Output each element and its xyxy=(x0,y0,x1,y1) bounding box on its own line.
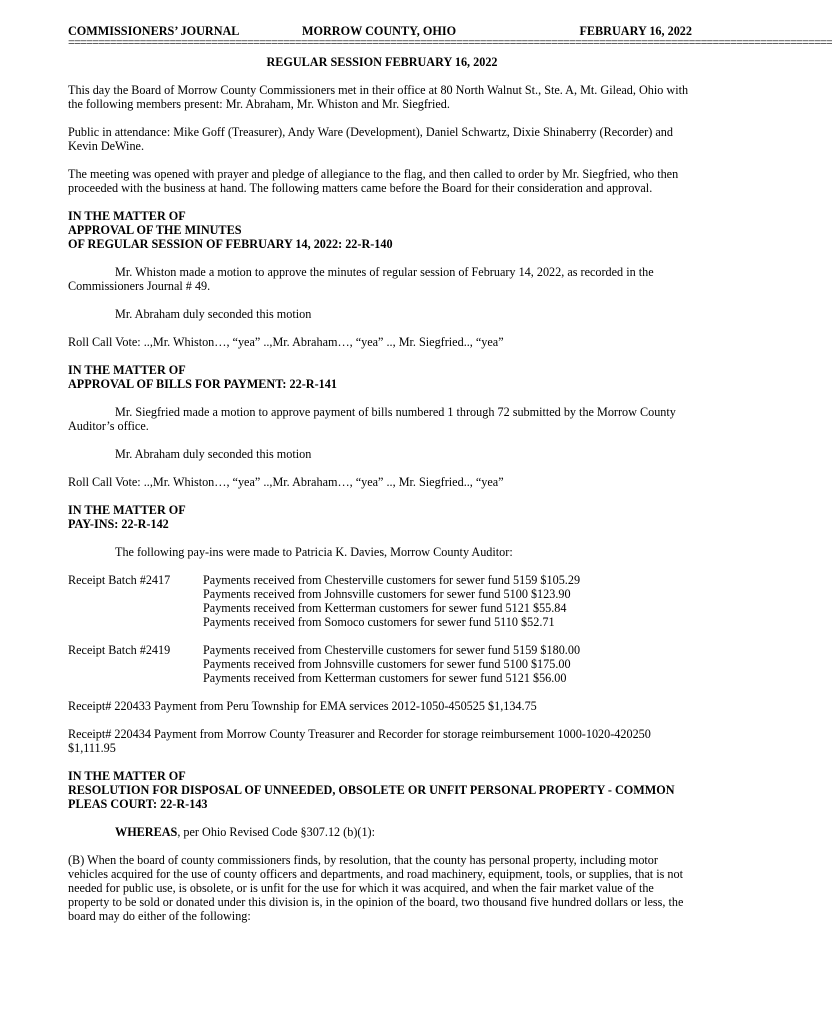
batch-line: Payments received from Chesterville customers for sewer fund 5159 $180.00 xyxy=(203,643,581,657)
whereas-clause: WHEREAS, per Ohio Revised Code §307.12 (b)(1): xyxy=(115,825,375,839)
session-title: REGULAR SESSION FEBRUARY 16, 2022 xyxy=(266,55,498,69)
intro-opening: The meeting was opened with prayer and pledge of allegiance to the flag, and then called to order by Mr. Siegfried, who then proceeded with the business at hand. The following matters came before the Board for their consideration and approval. xyxy=(68,167,679,195)
county-name: MORROW COUNTY, OHIO xyxy=(302,24,457,38)
intro-attendance: Public in attendance: Mike Goff (Treasurer), Andy Ware (Development), Daniel Schwartz, Dixie Shinaberry (Recorder) and Kevin DeWine. xyxy=(68,125,673,153)
batch-line: Payments received from Ketterman customers for sewer fund 5121 $56.00 xyxy=(203,671,567,685)
bills-motion: Mr. Siegfried made a motion to approve payment of bills numbered 1 through 72 submitted by the Morrow County Auditor’s office. xyxy=(68,405,676,433)
payins-intro: The following pay-ins were made to Patricia K. Davies, Morrow County Auditor: xyxy=(115,545,513,559)
journal-name: COMMISSIONERS’ JOURNAL xyxy=(68,24,240,38)
bills-vote: Roll Call Vote: ..,Mr. Whiston…, “yea” ..,Mr. Abraham…, “yea” .., Mr. Siegfried.., “yea” xyxy=(68,475,504,489)
header-rule: ================================================================================================================================ xyxy=(68,35,832,49)
matter-heading-disposal: IN THE MATTER OF RESOLUTION FOR DISPOSAL OF UNNEEDED, OBSOLETE OR UNFIT PERSONAL PROPERTY - COMMON PLEAS COURT: 22-R-143 xyxy=(68,769,675,811)
receipt-batch: Receipt Batch #2419 Payments received from Chesterville customers for sewer fund 5159 $180.00 Payments received from Johnsville customers for sewer fund 5100 $175.00 Payments received from Ketterman customers for sewer fund 5121 $56.00 xyxy=(68,643,696,685)
batch-line: Payments received from Chesterville customers for sewer fund 5159 $105.29 xyxy=(203,573,581,587)
minutes-second: Mr. Abraham duly seconded this motion xyxy=(115,307,312,321)
matter-heading-payins: IN THE MATTER OF PAY-INS: 22-R-142 xyxy=(68,503,186,531)
receipt-entry: Receipt# 220434 Payment from Morrow County Treasurer and Recorder for storage reimbursement 1000-1020-420250 $1,111.95 xyxy=(68,727,651,755)
matter-heading-bills: IN THE MATTER OF APPROVAL OF BILLS FOR PAYMENT: 22-R-141 xyxy=(68,363,337,391)
batch-line: Payments received from Johnsville customers for sewer fund 5100 $175.00 xyxy=(203,657,571,671)
intro-members: This day the Board of Morrow County Commissioners met in their office at 80 North Walnut St., Ste. A, Mt. Gilead, Ohio with the following members present: Mr. Abraham, Mr. Whiston and Mr. Siegfried. xyxy=(68,83,689,111)
matter-heading-minutes: IN THE MATTER OF APPROVAL OF THE MINUTES OF REGULAR SESSION OF FEBRUARY 14, 2022: 22-R-140 xyxy=(68,209,393,251)
minutes-vote: Roll Call Vote: ..,Mr. Whiston…, “yea” ..,Mr. Abraham…, “yea” .., Mr. Siegfried.., “yea” xyxy=(68,335,504,349)
batch-line: Payments received from Ketterman customers for sewer fund 5121 $55.84 xyxy=(203,601,567,615)
batch-line: Payments received from Johnsville customers for sewer fund 5100 $123.90 xyxy=(203,587,571,601)
batch-line: Payments received from Somoco customers for sewer fund 5110 $52.71 xyxy=(203,615,555,629)
orc-quote: (B) When the board of county commissioners finds, by resolution, that the county has personal property, including motor vehicles acquired for the use of county officers and departments, and road machinery, equipment, tools, or supplies, that is not needed for public use, is obsolete, or is unfit for the use for which it was acquired, and when the fair market value of the property to be sold or donated under this division is, in the opinion of the board, two thousand five hundred dollars or less, the board may do either of the following: xyxy=(68,853,684,923)
journal-body xyxy=(68,55,696,937)
minutes-motion: Mr. Whiston made a motion to approve the minutes of regular session of February 14, 2022, as recorded in the Commissioners Journal # 49. xyxy=(68,265,654,293)
bills-second: Mr. Abraham duly seconded this motion xyxy=(115,447,312,461)
receipt-entry: Receipt# 220433 Payment from Peru Township for EMA services 2012-1050-450525 $1,134.75 xyxy=(68,699,537,713)
receipt-batch: Receipt Batch #2417 Payments received from Chesterville customers for sewer fund 5159 $105.29 Payments received from Johnsville customers for sewer fund 5100 $123.90 Payments received from Ketterman customers for sewer fund 5121 $55.84 Payments received from Somoco customers for sewer fund 5110 $52.71 xyxy=(68,573,696,629)
journal-date: FEBRUARY 16, 2022 xyxy=(579,24,692,38)
